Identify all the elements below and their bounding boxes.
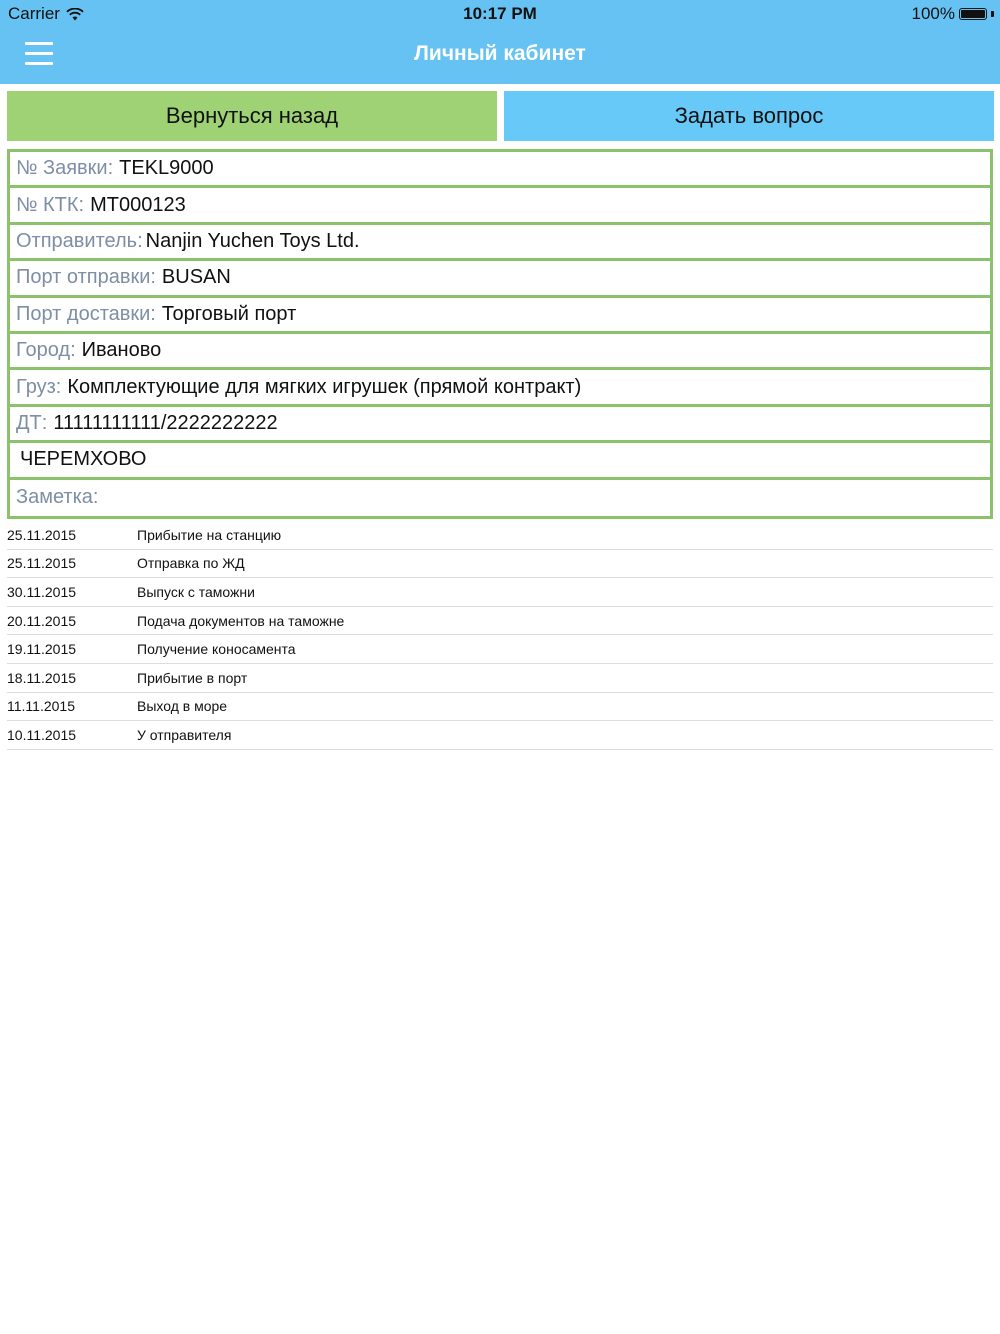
city-row	[10, 334, 990, 370]
history-event: Подача документов на таможне	[137, 612, 345, 629]
sender-value: Nanjin Yuchen Toys Ltd.	[145, 229, 360, 252]
order-details	[7, 149, 993, 519]
history-event: У отправителя	[137, 726, 232, 743]
departure-port-row	[10, 261, 990, 297]
departure-port-label: Порт отправки:	[16, 266, 156, 289]
history-event: Отправка по ЖД	[137, 555, 245, 572]
back-button[interactable]: Вернуться назад	[7, 91, 497, 141]
order-number-value: TEKL9000	[119, 157, 214, 180]
sender-label: Отправитель:	[16, 229, 143, 252]
departure-port-value: BUSAN	[161, 266, 231, 289]
history-date: 20.11.2015	[7, 612, 77, 629]
history-date: 30.11.2015	[7, 583, 77, 600]
status-bar	[0, 0, 1000, 28]
history-date: 18.11.2015	[7, 669, 77, 686]
delivery-port-value: Торговый порт	[161, 302, 297, 325]
history-row	[7, 664, 993, 693]
carrier-label: Carrier	[8, 4, 60, 23]
customs-declaration-row	[10, 407, 990, 443]
customs-declaration-value: 11111111111/2222222222	[53, 411, 278, 434]
history-row	[7, 607, 993, 636]
cargo-row	[10, 370, 990, 406]
history-event: Выпуск с таможни	[137, 583, 255, 600]
history-event: Выход в море	[137, 698, 228, 715]
station-row	[10, 443, 990, 479]
order-number-label: № Заявки:	[16, 157, 114, 180]
delivery-port-label: Порт доставки:	[16, 302, 156, 325]
history-event: Прибытие на станцию	[137, 526, 282, 543]
delivery-port-row	[10, 298, 990, 334]
station-value: ЧЕРЕМХОВО	[20, 448, 147, 471]
customs-declaration-label: ДТ:	[16, 411, 48, 434]
history-date: 25.11.2015	[7, 526, 77, 543]
history-date: 25.11.2015	[7, 555, 77, 572]
cargo-value: Комплектующие для мягких игрушек (прямой контракт)	[67, 375, 582, 398]
history-date: 10.11.2015	[7, 726, 77, 743]
container-number-value: MT000123	[90, 193, 186, 216]
history-row	[7, 550, 993, 579]
history-event: Получение коносамента	[137, 641, 296, 658]
history-row	[7, 721, 993, 750]
note-row	[10, 480, 990, 516]
history-row	[7, 693, 993, 722]
status-history-list	[7, 521, 993, 750]
sender-row	[10, 225, 990, 261]
ask-question-button[interactable]: Задать вопрос	[504, 91, 994, 141]
history-row	[7, 521, 993, 550]
city-value: Иваново	[81, 339, 162, 362]
city-label: Город:	[16, 339, 76, 362]
battery-percent: 100%	[911, 4, 955, 23]
history-row	[7, 635, 993, 664]
battery-indicator	[912, 4, 994, 24]
container-number-label: № КТК:	[16, 193, 85, 216]
note-label: Заметка:	[16, 486, 99, 509]
history-row	[7, 578, 993, 607]
page-title: Личный кабинет	[414, 42, 586, 65]
history-event: Прибытие в порт	[137, 669, 248, 686]
history-date: 19.11.2015	[7, 641, 77, 658]
clock: 10:17 PM	[463, 4, 537, 23]
top-bar	[0, 0, 1000, 84]
container-number-row	[10, 188, 990, 224]
history-date: 11.11.2015	[7, 698, 75, 715]
cargo-label: Груз:	[16, 375, 62, 398]
battery-icon	[959, 8, 987, 20]
order-number-row	[10, 152, 990, 188]
